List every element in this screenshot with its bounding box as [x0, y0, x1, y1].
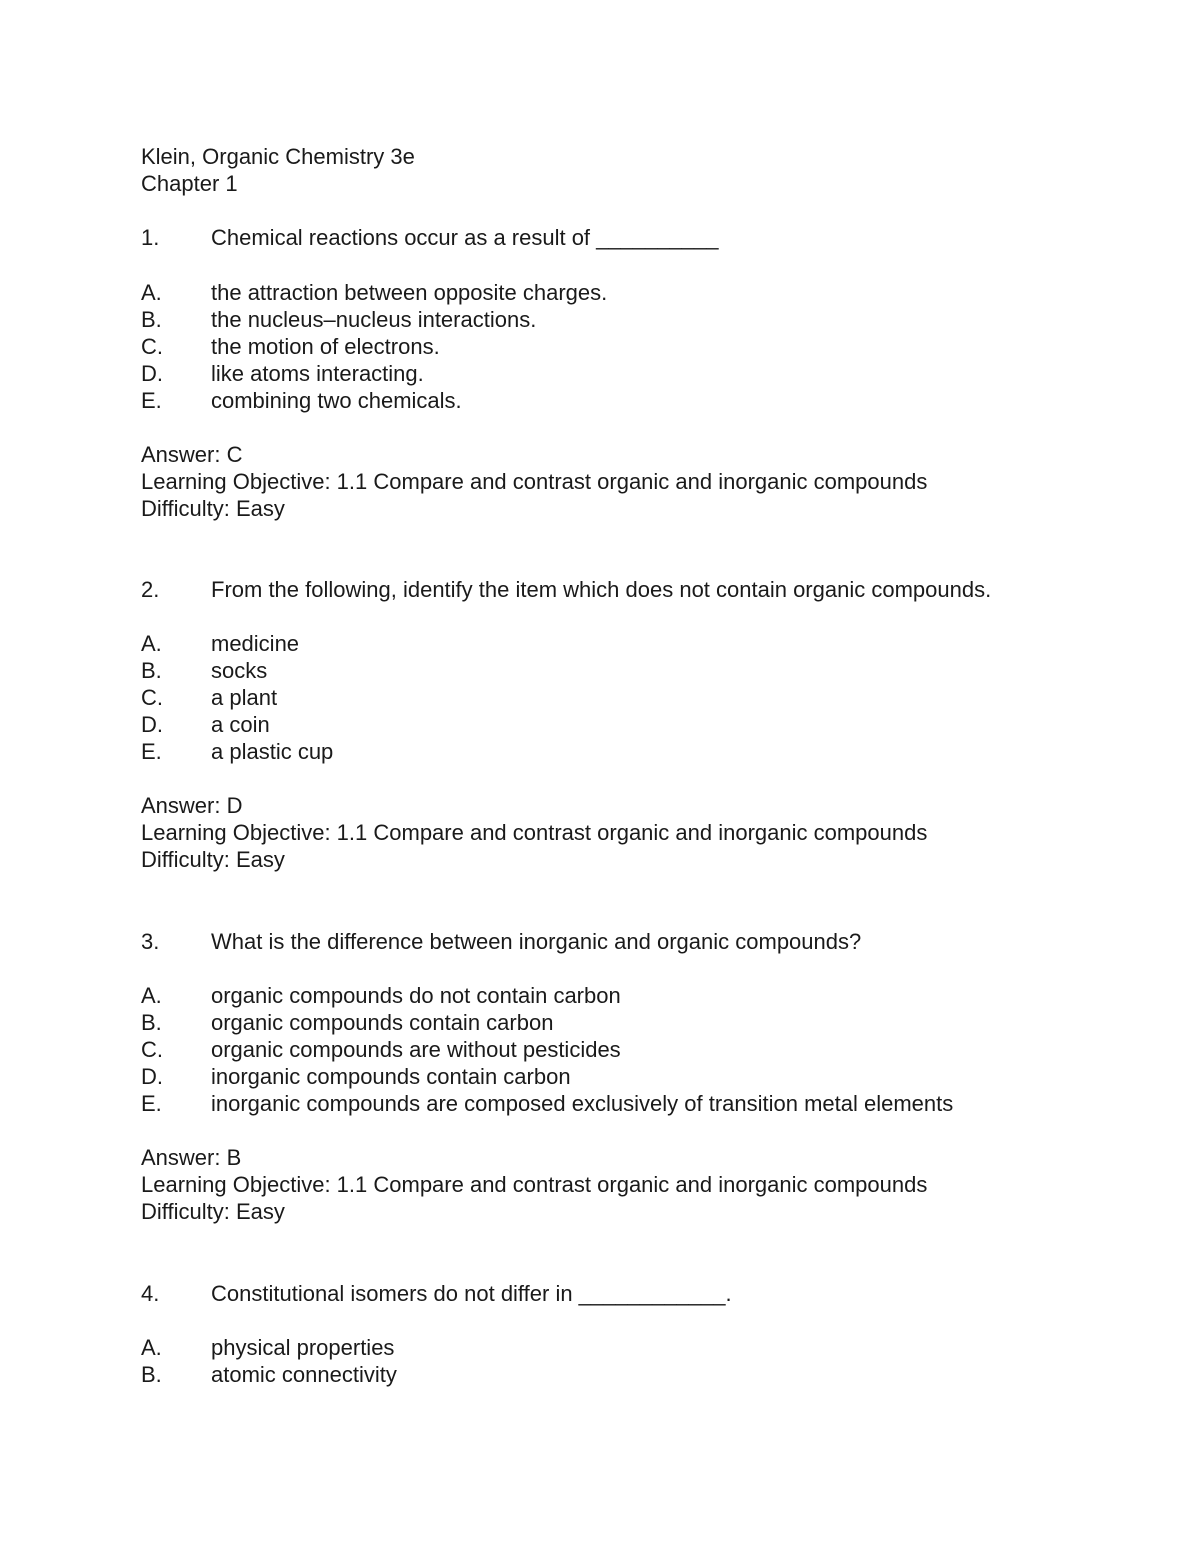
- learning-objective: Learning Objective: 1.1 Compare and contrast organic and inorganic compounds: [141, 1172, 928, 1197]
- option-label: D.: [141, 1064, 163, 1089]
- option-label: E.: [141, 739, 162, 764]
- document-title: Klein, Organic Chemistry 3e: [141, 144, 415, 169]
- option-label: B.: [141, 658, 162, 683]
- learning-objective: Learning Objective: 1.1 Compare and contrast organic and inorganic compounds: [141, 820, 928, 845]
- option-label: B.: [141, 1362, 162, 1387]
- option-label: A.: [141, 983, 162, 1008]
- option-text: medicine: [211, 631, 300, 656]
- option-text: inorganic compounds are composed exclusively of transition metal elements: [211, 1091, 954, 1116]
- option-label: E.: [141, 1091, 162, 1116]
- option-label: A.: [141, 631, 162, 656]
- question-text: Constitutional isomers do not differ in ____________.: [211, 1281, 732, 1306]
- option-text: a coin: [211, 712, 270, 737]
- option-label: C.: [141, 1037, 163, 1062]
- answer: Answer: B: [141, 1145, 242, 1170]
- difficulty: Difficulty: Easy: [141, 1199, 285, 1224]
- question-text: Chemical reactions occur as a result of __________: [211, 225, 719, 250]
- question-number: 4.: [141, 1281, 160, 1306]
- option-label: D.: [141, 712, 163, 737]
- answer: Answer: D: [141, 793, 243, 818]
- option-text: like atoms interacting.: [211, 361, 424, 386]
- option-text: organic compounds do not contain carbon: [211, 983, 621, 1008]
- learning-objective: Learning Objective: 1.1 Compare and contrast organic and inorganic compounds: [141, 469, 928, 494]
- answer: Answer: C: [141, 442, 243, 467]
- option-label: A.: [141, 1335, 162, 1360]
- option-text: a plant: [211, 685, 278, 710]
- option-text: physical properties: [211, 1335, 395, 1360]
- question-number: 3.: [141, 929, 160, 954]
- option-text: the attraction between opposite charges.: [211, 280, 608, 305]
- question-number: 1.: [141, 225, 160, 250]
- option-text: the motion of electrons.: [211, 334, 440, 359]
- option-label: B.: [141, 1010, 162, 1035]
- difficulty: Difficulty: Easy: [141, 847, 285, 872]
- option-text: inorganic compounds contain carbon: [211, 1064, 571, 1089]
- option-text: organic compounds are without pesticides: [211, 1037, 621, 1062]
- option-text: atomic connectivity: [211, 1362, 397, 1387]
- option-text: organic compounds contain carbon: [211, 1010, 554, 1035]
- option-text: socks: [211, 658, 268, 683]
- question-text: What is the difference between inorganic and organic compounds?: [211, 929, 862, 954]
- option-label: C.: [141, 334, 163, 359]
- option-text: combining two chemicals.: [211, 388, 462, 413]
- option-text: a plastic cup: [211, 739, 334, 764]
- option-label: E.: [141, 388, 162, 413]
- option-text: the nucleus–nucleus interactions.: [211, 307, 537, 332]
- question-text: From the following, identify the item which does not contain organic compounds.: [211, 577, 992, 602]
- option-label: A.: [141, 280, 162, 305]
- difficulty: Difficulty: Easy: [141, 496, 285, 521]
- option-label: B.: [141, 307, 162, 332]
- chapter-heading: Chapter 1: [141, 171, 238, 196]
- option-label: C.: [141, 685, 163, 710]
- option-label: D.: [141, 361, 163, 386]
- question-number: 2.: [141, 577, 160, 602]
